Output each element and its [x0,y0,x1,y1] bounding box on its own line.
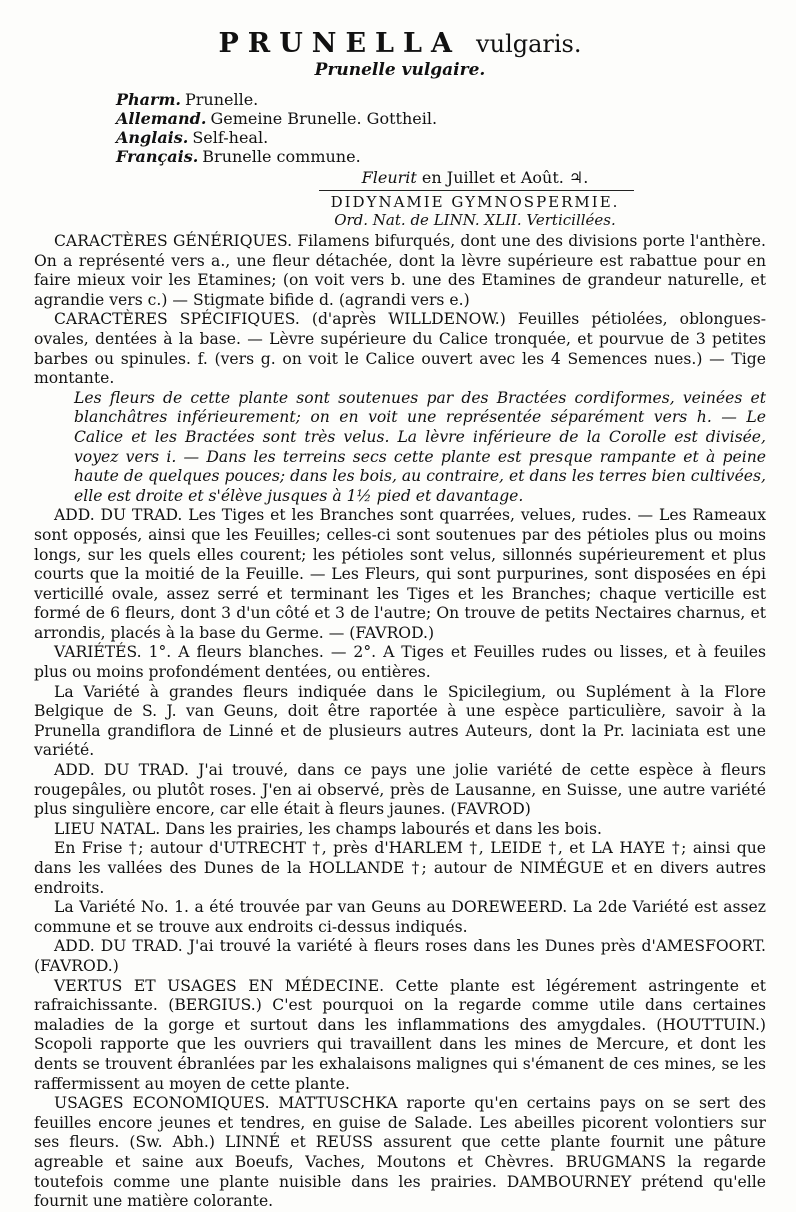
name-entry: Anglais. Self-heal. [116,128,269,147]
name-entry: Pharm. Prunelle. [116,90,259,109]
paragraph-medicinal-uses: VERTUS ET USAGES EN MÉDECINE. Cette plante est légérement astringente et rafraichissante. (BERGIUS.) C'est pourquoi on la regarde comme utile dans certaines maladies de la gorge et surtout dans les inflammations des amygdales. (HOUTTUIN.) Scopoli rapporte que les ouvriers qui travaillent dans les mines de Mercure, et dont les dents se trouvent ébranlées par les exhalaisons malignes qui s'émanent de ces mines, se les raffermissent au moyen de cette plante. [34,976,766,1093]
paragraph-varieties: VARIÉTÉS. 1°. A fleurs blanches. — 2°. A Tiges et Feuilles rudes ou lisses, et à feuiles plus ou moins profondément dentées, ou entières. [34,643,766,682]
title-line [34,30,766,57]
paragraph-translator-addition-2: ADD. DU TRAD. J'ai trouvé, dans ce pays une jolie variété de cette espèce à fleurs rougepâles, ou plutôt roses. J'en ai observé, près de Lausanne, en Suisse, une autre variété plus singulière encore, car elle était à fleurs jaunes. (FAVROD) [34,761,766,819]
paragraph-native-habitat: LIEU NATAL. Dans les prairies, les champs labourés et dans les bois. [54,819,602,838]
flowering-line [34,168,766,187]
paragraph-localities: En Frise †; autour d'UTRECHT †, près d'HARLEM †, LEIDE †, et LA HAYE †; ainsi que dans les vallées des Dunes de la HOLLANDE †; autour de NIMÉGUE et en divers autres endroits. [34,839,766,897]
paragraph-economic-uses: USAGES ECONOMIQUES. MATTUSCHKA raporte qu'en certains pays on se sert des feuilles encore jeunes et tendres, en guise de Salade. Les abeilles picorent volontiers sur ses fleurs. (Sw. Abh.) LINNÉ et REUSS assurent que cette plante fournit une pâture agreable et saine aux Boeufs, Vaches, Moutons et Chèvres. BRUGMANS la regarde toutefois comme une plante nuisible dans les prairies. DAMBOURNEY prétend qu'elle fournit une matière colorante. [34,1094,766,1211]
genus-name: PRUNELLA [218,28,461,59]
name-entry: Français. Brunelle commune. [116,147,361,166]
paragraph-generic-characters: CARACTÈRES GÉNÉRIQUES. Filamens bifurqués, dont une des divisions porte l'anthère. On a représenté vers a., une fleur détachée, dont la lèvre supérieure est rabattue pour en faire mieux voir les Etamines; (on voit vers b. une des Etamines de grandeur naturelle, et agrandie vers c.) — Stigmate bifide d. (agrandi vers e.) [34,232,766,309]
name-entry: Allemand. Gemeine Brunelle. Gottheil. [116,109,438,128]
common-name: Prunelle vulgaire. [314,60,486,80]
paragraph-large-flower-variety: La Variété à grandes fleurs indiquée dans le Spicilegium, ou Suplément à la Flore Belgique de S. J. van Geuns, doit être raportée à une espèce particulière, savoir à la Prunella grandiflora de Linné et de plusieurs autres Auteurs, dont la Pr. laciniata est une variété. [34,682,766,760]
classification-class: DIDYNAMIE GYMNOSPERMIE. [330,193,620,211]
vernacular-names [116,90,766,166]
paragraph-variety-localities: La Variété No. 1. a été trouvée par van Geuns au DOREWEERD. La 2de Variété est assez commune et se trouve aux endroits ci-dessus indiqués. [34,898,766,936]
body-text [34,232,766,1212]
classification-order: Ord. Nat. de LINN. XLII. Verticillées. [334,211,616,229]
paragraph-specific-characters: CARACTÈRES SPÉCIFIQUES. (d'après WILLDENOW.) Feuilles pétiolées, oblongues-ovales, dentées à la base. — Lèvre supérieure du Calice tronquée, et pourvue de 3 petites barbes ou spinules. f. (vers g. on voit le Calice ouvert avec les 4 Semences nues.) — Tige montante. [34,310,766,388]
paragraph-translator-addition: ADD. DU TRAD. Les Tiges et les Branches sont quarrées, velues, rudes. — Les Rameaux sont opposés, ainsi que les Feuilles; celles-ci sont soutenues par des pétioles plus ou moins longs, sur les quels elles courent; les pétioles sont velus, sillonnés supérieurement et plus courts que la moitié de la Feuille. — Les Fleurs, qui sont purpurines, sont disposées en épi verticillé ovale, assez serré et terminant les Tiges et les Branches; chaque verticille est formé de 6 fleurs, dont 3 d'un côté et 3 de l'autre; On trouve de petits Nectaires charnus, et arrondis, placés à la base du Germe. — (FAVROD.) [34,506,766,642]
flowering-value: en Juillet et Août. ♃. [421,168,589,187]
divider [319,190,634,191]
paragraph-translator-addition-3: ADD. DU TRAD. J'ai trouvé la variété à fleurs roses dans les Dunes près d'AMESFOORT. (FAVROD.) [34,937,766,975]
paragraph-note: Les fleurs de cette plante sont soutenues par des Bractées cordiformes, veinées et blanchâtres inférieurement; on en voit une représentée séparément vers h. — Le Calice et les Bractées sont très velus. La lèvre inférieure de la Corolle est divisée, voyez vers i. — Dans les terreins secs cette plante est presque rampante et à peine haute de quelques pouces; dans les bois, au contraire, et dans les terres bien cultivées, elle est droite et s'élève jusques à 1½ pied et davantage. [74,388,766,505]
species-name: vulgaris. [476,30,582,58]
flowering-label: Fleurit [361,168,417,187]
